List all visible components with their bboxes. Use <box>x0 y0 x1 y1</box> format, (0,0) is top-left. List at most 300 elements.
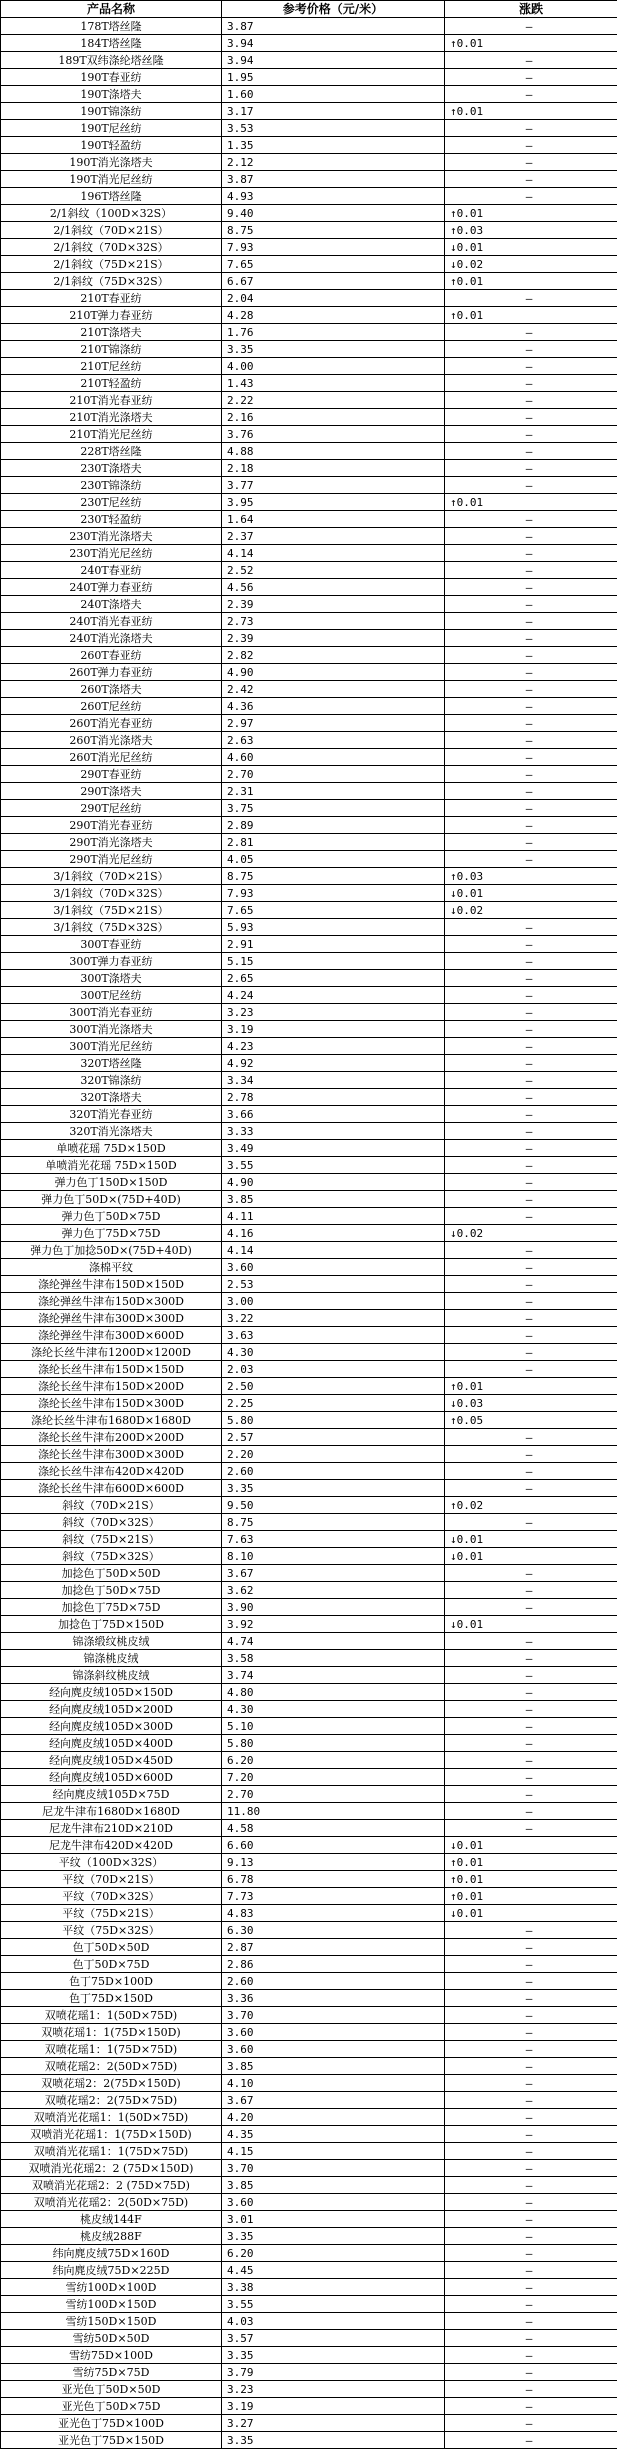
change-cell: — <box>445 2313 617 2330</box>
price-cell: 4.03 <box>222 2313 445 2330</box>
change-cell: — <box>445 69 617 86</box>
table-row <box>1 2194 617 2211</box>
price-cell: 2.39 <box>222 596 445 613</box>
change-cell: — <box>445 511 617 528</box>
table-row <box>1 698 617 715</box>
product-name-cell: 涤纶弹丝牛津布300D×600D <box>1 1327 222 1344</box>
price-cell: 3.53 <box>222 120 445 137</box>
table-row <box>1 885 617 902</box>
table-row <box>1 222 617 239</box>
change-cell: — <box>445 919 617 936</box>
price-cell: 2.39 <box>222 630 445 647</box>
price-cell: 2.70 <box>222 766 445 783</box>
table-row <box>1 1922 617 1939</box>
product-name-cell: 锦涤桃皮绒 <box>1 1650 222 1667</box>
table-row <box>1 426 617 443</box>
product-name-cell: 320T塔丝隆 <box>1 1055 222 1072</box>
price-cell: 8.75 <box>222 1514 445 1531</box>
table-row <box>1 1038 617 1055</box>
change-cell: — <box>445 2211 617 2228</box>
price-cell: 7.93 <box>222 885 445 902</box>
price-cell: 4.36 <box>222 698 445 715</box>
price-cell: 4.90 <box>222 1174 445 1191</box>
product-name-cell: 300T消光春亚纺 <box>1 1004 222 1021</box>
product-name-cell: 210T消光尼丝纺 <box>1 426 222 443</box>
table-row <box>1 1667 617 1684</box>
change-cell: — <box>445 1004 617 1021</box>
change-cell: — <box>445 1565 617 1582</box>
table-row <box>1 1769 617 1786</box>
price-cell: 4.11 <box>222 1208 445 1225</box>
price-cell: 1.43 <box>222 375 445 392</box>
product-name-cell: 260T尼丝纺 <box>1 698 222 715</box>
change-cell: — <box>445 188 617 205</box>
table-row <box>1 1548 617 1565</box>
price-cell: 3.19 <box>222 2398 445 2415</box>
change-cell: — <box>445 120 617 137</box>
price-cell: 3.36 <box>222 1990 445 2007</box>
table-row <box>1 460 617 477</box>
price-cell: 4.14 <box>222 1242 445 1259</box>
price-cell: 2.57 <box>222 1429 445 1446</box>
product-name-cell: 涤纶长丝牛津布1200D×1200D <box>1 1344 222 1361</box>
change-cell: — <box>445 834 617 851</box>
table-row <box>1 732 617 749</box>
price-cell: 3.35 <box>222 1480 445 1497</box>
product-name-cell: 弹力色丁50D×(75D+40D) <box>1 1191 222 1208</box>
product-name-cell: 300T春亚纺 <box>1 936 222 953</box>
table-row <box>1 1616 617 1633</box>
product-name-cell: 320T消光春亚纺 <box>1 1106 222 1123</box>
price-cell: 6.78 <box>222 1871 445 1888</box>
table-row <box>1 1871 617 1888</box>
product-name-cell: 2/1斜纹（100D×32S） <box>1 205 222 222</box>
table-row <box>1 630 617 647</box>
product-name-cell: 涤纶长丝牛津布300D×300D <box>1 1446 222 1463</box>
product-name-cell: 加捻色丁50D×50D <box>1 1565 222 1582</box>
table-row <box>1 1140 617 1157</box>
change-cell: — <box>445 817 617 834</box>
product-name-cell: 300T消光涤塔夫 <box>1 1021 222 1038</box>
change-cell: ↑0.01 <box>445 1378 617 1395</box>
price-cell: 2.70 <box>222 1786 445 1803</box>
product-name-cell: 190T涤塔夫 <box>1 86 222 103</box>
table-row <box>1 1956 617 1973</box>
change-cell: — <box>445 358 617 375</box>
price-cell: 8.10 <box>222 1548 445 1565</box>
product-name-cell: 雪纺100D×150D <box>1 2296 222 2313</box>
price-cell: 3.85 <box>222 1191 445 1208</box>
table-row <box>1 1939 617 1956</box>
product-name-cell: 斜纹（75D×32S） <box>1 1548 222 1565</box>
table-row <box>1 1412 617 1429</box>
product-name-cell: 单喷消光花瑶 75D×150D <box>1 1157 222 1174</box>
product-name-cell: 平纹（100D×32S） <box>1 1854 222 1871</box>
price-cell: 2.50 <box>222 1378 445 1395</box>
product-name-cell: 230T锦涤纺 <box>1 477 222 494</box>
change-cell: — <box>445 647 617 664</box>
price-cell: 4.30 <box>222 1344 445 1361</box>
table-row <box>1 1293 617 1310</box>
change-cell: — <box>445 341 617 358</box>
product-name-cell: 190T锦涤纺 <box>1 103 222 120</box>
change-cell: — <box>445 1276 617 1293</box>
product-name-cell: 锦涤缎纹桃皮绒 <box>1 1633 222 1650</box>
product-name-cell: 亚光色丁75D×100D <box>1 2415 222 2432</box>
price-cell: 3.57 <box>222 2330 445 2347</box>
table-row <box>1 1276 617 1293</box>
price-cell: 3.34 <box>222 1072 445 1089</box>
price-cell: 2.89 <box>222 817 445 834</box>
change-cell: — <box>445 1055 617 1072</box>
table-row <box>1 1429 617 1446</box>
table-row <box>1 1531 617 1548</box>
price-cell: 4.23 <box>222 1038 445 1055</box>
price-cell: 5.80 <box>222 1735 445 1752</box>
price-cell: 3.60 <box>222 1259 445 1276</box>
product-name-cell: 210T弹力春亚纺 <box>1 307 222 324</box>
price-cell: 2.97 <box>222 715 445 732</box>
product-name-cell: 双喷花瑶2：2(75D×75D) <box>1 2092 222 2109</box>
table-row <box>1 1820 617 1837</box>
change-cell: — <box>445 2245 617 2262</box>
change-cell: — <box>445 375 617 392</box>
price-cell: 4.35 <box>222 2126 445 2143</box>
table-row <box>1 1378 617 1395</box>
product-name-cell: 260T春亚纺 <box>1 647 222 664</box>
price-cell: 3.63 <box>222 1327 445 1344</box>
product-name-cell: 228T塔丝隆 <box>1 443 222 460</box>
table-row <box>1 171 617 188</box>
change-cell: — <box>445 613 617 630</box>
price-cell: 4.92 <box>222 1055 445 1072</box>
change-cell: — <box>445 2228 617 2245</box>
price-cell: 2.86 <box>222 1956 445 1973</box>
change-cell: — <box>445 1123 617 1140</box>
product-name-cell: 涤纶长丝牛津布150D×200D <box>1 1378 222 1395</box>
price-cell: 1.76 <box>222 324 445 341</box>
product-name-cell: 260T涤塔夫 <box>1 681 222 698</box>
table-row <box>1 1106 617 1123</box>
price-cell: 3.94 <box>222 52 445 69</box>
table-row <box>1 1803 617 1820</box>
product-name-cell: 桃皮绒288F <box>1 2228 222 2245</box>
table-row <box>1 1395 617 1412</box>
price-cell: 3.17 <box>222 103 445 120</box>
price-cell: 2.04 <box>222 290 445 307</box>
change-cell: ↓0.01 <box>445 1905 617 1922</box>
price-cell: 3.76 <box>222 426 445 443</box>
product-name-cell: 3/1斜纹（70D×21S） <box>1 868 222 885</box>
header-product-name: 产品名称 <box>1 1 222 18</box>
product-name-cell: 240T弹力春亚纺 <box>1 579 222 596</box>
change-cell: — <box>445 681 617 698</box>
price-cell: 4.30 <box>222 1701 445 1718</box>
product-name-cell: 2/1斜纹（70D×32S） <box>1 239 222 256</box>
product-name-cell: 300T弹力春亚纺 <box>1 953 222 970</box>
price-cell: 2.12 <box>222 154 445 171</box>
product-name-cell: 经向麂皮绒105D×200D <box>1 1701 222 1718</box>
change-cell: — <box>445 1242 617 1259</box>
change-cell: — <box>445 2279 617 2296</box>
product-name-cell: 240T涤塔夫 <box>1 596 222 613</box>
product-name-cell: 260T弹力春亚纺 <box>1 664 222 681</box>
change-cell: — <box>445 2177 617 2194</box>
table-row <box>1 205 617 222</box>
table-row <box>1 1446 617 1463</box>
table-row <box>1 1021 617 1038</box>
change-cell: — <box>445 2347 617 2364</box>
price-cell: 5.93 <box>222 919 445 936</box>
product-name-cell: 经向麂皮绒105D×600D <box>1 1769 222 1786</box>
change-cell: — <box>445 579 617 596</box>
price-cell: 4.58 <box>222 1820 445 1837</box>
product-name-cell: 锦涤斜纹桃皮绒 <box>1 1667 222 1684</box>
table-row <box>1 1208 617 1225</box>
product-name-cell: 320T锦涤纺 <box>1 1072 222 1089</box>
table-row <box>1 2381 617 2398</box>
table-row <box>1 256 617 273</box>
product-name-cell: 290T消光春亚纺 <box>1 817 222 834</box>
change-cell: — <box>445 2075 617 2092</box>
product-name-cell: 230T消光涤塔夫 <box>1 528 222 545</box>
change-cell: ↓0.02 <box>445 256 617 273</box>
table-row <box>1 392 617 409</box>
price-cell: 1.35 <box>222 137 445 154</box>
table-row <box>1 902 617 919</box>
price-cell: 2.25 <box>222 1395 445 1412</box>
product-name-cell: 色丁50D×50D <box>1 1939 222 1956</box>
price-cell: 3.95 <box>222 494 445 511</box>
product-name-cell: 230T尼丝纺 <box>1 494 222 511</box>
price-cell: 2.81 <box>222 834 445 851</box>
price-cell: 4.15 <box>222 2143 445 2160</box>
product-name-cell: 190T消光尼丝纺 <box>1 171 222 188</box>
product-name-cell: 双喷消光花瑶2：2(50D×75D) <box>1 2194 222 2211</box>
price-cell: 3.67 <box>222 1565 445 1582</box>
product-name-cell: 210T涤塔夫 <box>1 324 222 341</box>
table-row <box>1 494 617 511</box>
price-cell: 4.74 <box>222 1633 445 1650</box>
product-name-cell: 涤纶长丝牛津布1680D×1680D <box>1 1412 222 1429</box>
change-cell: — <box>445 1072 617 1089</box>
table-row <box>1 1089 617 1106</box>
table-row <box>1 1973 617 1990</box>
change-cell: — <box>445 1429 617 1446</box>
product-name-cell: 经向麂皮绒105D×75D <box>1 1786 222 1803</box>
price-cell: 4.20 <box>222 2109 445 2126</box>
change-cell: — <box>445 2024 617 2041</box>
table-row <box>1 2279 617 2296</box>
table-row <box>1 647 617 664</box>
price-cell: 11.80 <box>222 1803 445 1820</box>
table-row <box>1 2075 617 2092</box>
price-cell: 9.50 <box>222 1497 445 1514</box>
table-row <box>1 2347 617 2364</box>
table-row <box>1 2177 617 2194</box>
change-cell: ↓0.03 <box>445 1395 617 1412</box>
change-cell: — <box>445 1140 617 1157</box>
product-name-cell: 斜纹（75D×21S） <box>1 1531 222 1548</box>
change-cell: — <box>445 460 617 477</box>
product-name-cell: 290T尼丝纺 <box>1 800 222 817</box>
change-cell: — <box>445 1361 617 1378</box>
table-row <box>1 1701 617 1718</box>
product-name-cell: 230T轻盈纺 <box>1 511 222 528</box>
price-cell: 2.82 <box>222 647 445 664</box>
table-row <box>1 2398 617 2415</box>
change-cell: — <box>445 1684 617 1701</box>
change-cell: — <box>445 1208 617 1225</box>
change-cell: ↓0.01 <box>445 1616 617 1633</box>
table-row <box>1 579 617 596</box>
change-cell: — <box>445 1973 617 1990</box>
table-row <box>1 987 617 1004</box>
price-cell: 4.14 <box>222 545 445 562</box>
price-cell: 4.24 <box>222 987 445 1004</box>
change-cell: — <box>445 528 617 545</box>
product-name-cell: 涤纶弹丝牛津布300D×300D <box>1 1310 222 1327</box>
table-row <box>1 103 617 120</box>
change-cell: — <box>445 290 617 307</box>
product-name-cell: 178T塔丝隆 <box>1 18 222 35</box>
product-name-cell: 双喷消光花瑶1：1(50D×75D) <box>1 2109 222 2126</box>
change-cell: — <box>445 1769 617 1786</box>
price-cell: 2.16 <box>222 409 445 426</box>
price-cell: 9.13 <box>222 1854 445 1871</box>
table-row <box>1 817 617 834</box>
table-row <box>1 35 617 52</box>
table-row <box>1 2007 617 2024</box>
table-row <box>1 1905 617 1922</box>
product-name-cell: 色丁50D×75D <box>1 1956 222 1973</box>
product-name-cell: 经向麂皮绒105D×450D <box>1 1752 222 1769</box>
price-cell: 4.05 <box>222 851 445 868</box>
price-cell: 2.78 <box>222 1089 445 1106</box>
product-name-cell: 230T消光尼丝纺 <box>1 545 222 562</box>
change-cell: — <box>445 443 617 460</box>
table-row <box>1 2245 617 2262</box>
change-cell: ↑0.01 <box>445 35 617 52</box>
price-cell: 7.73 <box>222 1888 445 1905</box>
price-cell: 2.22 <box>222 392 445 409</box>
product-name-cell: 300T涤塔夫 <box>1 970 222 987</box>
price-cell: 1.64 <box>222 511 445 528</box>
table-row <box>1 2160 617 2177</box>
change-cell: — <box>445 154 617 171</box>
change-cell: — <box>445 783 617 800</box>
change-cell: — <box>445 171 617 188</box>
change-cell: — <box>445 477 617 494</box>
table-row <box>1 1582 617 1599</box>
product-name-cell: 230T涤塔夫 <box>1 460 222 477</box>
product-name-cell: 雪纺100D×100D <box>1 2279 222 2296</box>
price-cell: 3.23 <box>222 2381 445 2398</box>
price-cell: 2.52 <box>222 562 445 579</box>
change-cell: — <box>445 1701 617 1718</box>
table-row <box>1 2058 617 2075</box>
price-cell: 5.15 <box>222 953 445 970</box>
price-cell: 4.28 <box>222 307 445 324</box>
table-row <box>1 1310 617 1327</box>
table-row <box>1 120 617 137</box>
price-cell: 2.18 <box>222 460 445 477</box>
table-row <box>1 715 617 732</box>
table-row <box>1 1650 617 1667</box>
change-cell: — <box>445 2432 617 2449</box>
product-name-cell: 尼龙牛津布210D×210D <box>1 1820 222 1837</box>
table-header-row <box>1 1 617 18</box>
table-row <box>1 477 617 494</box>
product-name-cell: 210T轻盈纺 <box>1 375 222 392</box>
change-cell: — <box>445 2194 617 2211</box>
change-cell: — <box>445 2041 617 2058</box>
change-cell: — <box>445 1446 617 1463</box>
price-cell: 3.70 <box>222 2007 445 2024</box>
change-cell: — <box>445 2296 617 2313</box>
change-cell: — <box>445 2262 617 2279</box>
table-row <box>1 800 617 817</box>
change-cell: ↓0.02 <box>445 1225 617 1242</box>
product-name-cell: 亚光色丁50D×75D <box>1 2398 222 2415</box>
table-row <box>1 341 617 358</box>
table-row <box>1 834 617 851</box>
product-name-cell: 双喷花瑶1：1(75D×75D) <box>1 2041 222 2058</box>
product-name-cell: 320T涤塔夫 <box>1 1089 222 1106</box>
change-cell: — <box>445 2330 617 2347</box>
change-cell: — <box>445 1514 617 1531</box>
table-row <box>1 2092 617 2109</box>
change-cell: — <box>445 1922 617 1939</box>
price-cell: 5.80 <box>222 1412 445 1429</box>
price-cell: 3.55 <box>222 1157 445 1174</box>
header-reference-price: 参考价格（元/米） <box>222 1 445 18</box>
table-row <box>1 443 617 460</box>
product-name-cell: 210T锦涤纺 <box>1 341 222 358</box>
price-cell: 7.20 <box>222 1769 445 1786</box>
product-name-cell: 斜纹（70D×32S） <box>1 1514 222 1531</box>
price-cell: 3.85 <box>222 2058 445 2075</box>
table-row <box>1 511 617 528</box>
product-name-cell: 单喷花瑶 75D×150D <box>1 1140 222 1157</box>
table-row <box>1 1259 617 1276</box>
change-cell: — <box>445 851 617 868</box>
table-row <box>1 2041 617 2058</box>
change-cell: ↑0.01 <box>445 273 617 290</box>
product-name-cell: 300T尼丝纺 <box>1 987 222 1004</box>
product-name-cell: 双喷花瑶1：1(50D×75D) <box>1 2007 222 2024</box>
table-row <box>1 1514 617 1531</box>
product-name-cell: 双喷消光花瑶1：1(75D×150D) <box>1 2126 222 2143</box>
price-cell: 2.73 <box>222 613 445 630</box>
table-row <box>1 1735 617 1752</box>
table-row <box>1 1344 617 1361</box>
product-name-cell: 尼龙牛津布1680D×1680D <box>1 1803 222 1820</box>
product-name-cell: 290T消光涤塔夫 <box>1 834 222 851</box>
change-cell: — <box>445 1956 617 1973</box>
price-cell: 2.91 <box>222 936 445 953</box>
change-cell: — <box>445 1735 617 1752</box>
price-cell: 3.94 <box>222 35 445 52</box>
change-cell: — <box>445 1310 617 1327</box>
change-cell: ↑0.02 <box>445 1497 617 1514</box>
change-cell: — <box>445 630 617 647</box>
change-cell: ↑0.01 <box>445 1871 617 1888</box>
product-name-cell: 弹力色丁50D×75D <box>1 1208 222 1225</box>
price-cell: 2.03 <box>222 1361 445 1378</box>
product-name-cell: 纬向麂皮绒75D×160D <box>1 2245 222 2262</box>
header-change: 涨跌 <box>445 1 617 18</box>
